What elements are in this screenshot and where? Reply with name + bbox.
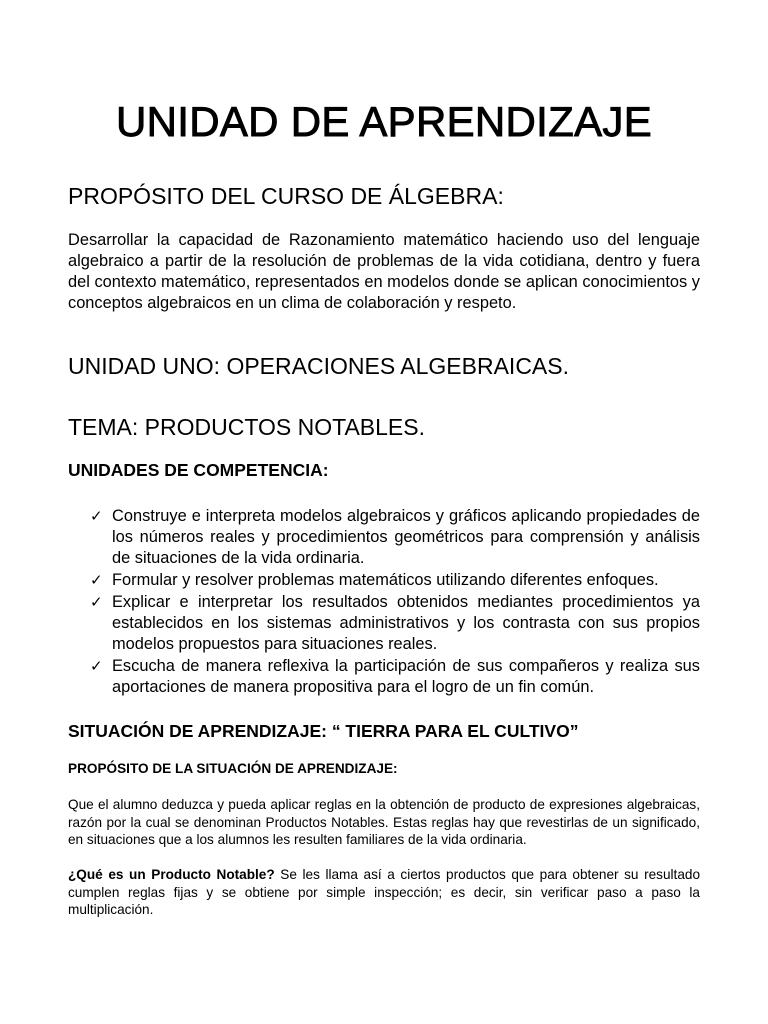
list-item [68,592,700,655]
situation-text: Que el alumno deduzca y pueda aplicar reglas en la obtención de producto de expresiones algebraicas, razón por la cual se denominan Productos Notables. Estas reglas hay que revestirlas de un significado, en situaciones que a los alumnos les resulten familiares de la vida ordinaria. [68,797,700,847]
unit-heading: UNIDAD UNO: OPERACIONES ALGEBRAICAS. [68,353,570,379]
competence-text: Escucha de manera reflexiva la participación de sus compañeros y realiza sus aportaciones de manera propositiva para el logro de un fin común. [112,657,700,696]
situation-heading: SITUACIÓN DE APRENDIZAJE: “ TIERRA PARA EL CULTIVO” [68,721,579,741]
checkmark-icon: ✓ [90,508,103,525]
list-item [68,656,700,698]
list-item [68,570,700,591]
situation-purpose-heading: PROPÓSITO DE LA SITUACIÓN DE APRENDIZAJE: [68,761,398,776]
competence-text: Explicar e interpretar los resultados obtenidos mediantes procedimientos ya establecidos en los sistemas administrativos y los contrasta con sus propios modelos propuestos para situaciones reales. [112,593,700,653]
checkmark-icon: ✓ [90,572,103,589]
checkmark-icon: ✓ [90,658,103,675]
competence-heading: UNIDADES DE COMPETENCIA: [68,460,329,480]
competence-list [68,506,700,699]
notable-answer: Se les llama así a ciertos productos que para obtener su resultado cumplen reglas fijas y se obtiene por simple inspección; es decir, sin verificar paso a paso la multiplicación. [68,867,701,917]
document-title: UNIDAD DE APRENDIZAJE [115,98,653,145]
purpose-heading: PROPÓSITO DEL CURSO DE ÁLGEBRA: [68,183,504,209]
competence-text: Formular y resolver problemas matemáticos utilizando diferentes enfoques. [112,571,659,589]
checkmark-icon: ✓ [90,594,103,611]
topic-heading: TEMA: PRODUCTOS NOTABLES. [68,414,425,440]
notable-question: ¿Qué es un Producto Notable? [68,867,275,882]
purpose-text: Desarrollar la capacidad de Razonamiento matemático haciendo uso del lenguaje algebraico a partir de la resolución de problemas de la vida cotidiana, dentro y fuera del contexto matemático, representados en modelos donde se aplican conocimientos y conceptos algebraicos en un clima de colaboración y respeto. [68,231,700,312]
notable-definition [68,866,700,919]
competence-text: Construye e interpreta modelos algebraicos y gráficos aplicando propiedades de los números reales y procedimientos geométricos para comprensión y análisis de situaciones de la vida ordinaria. [112,507,700,567]
list-item [68,506,700,569]
